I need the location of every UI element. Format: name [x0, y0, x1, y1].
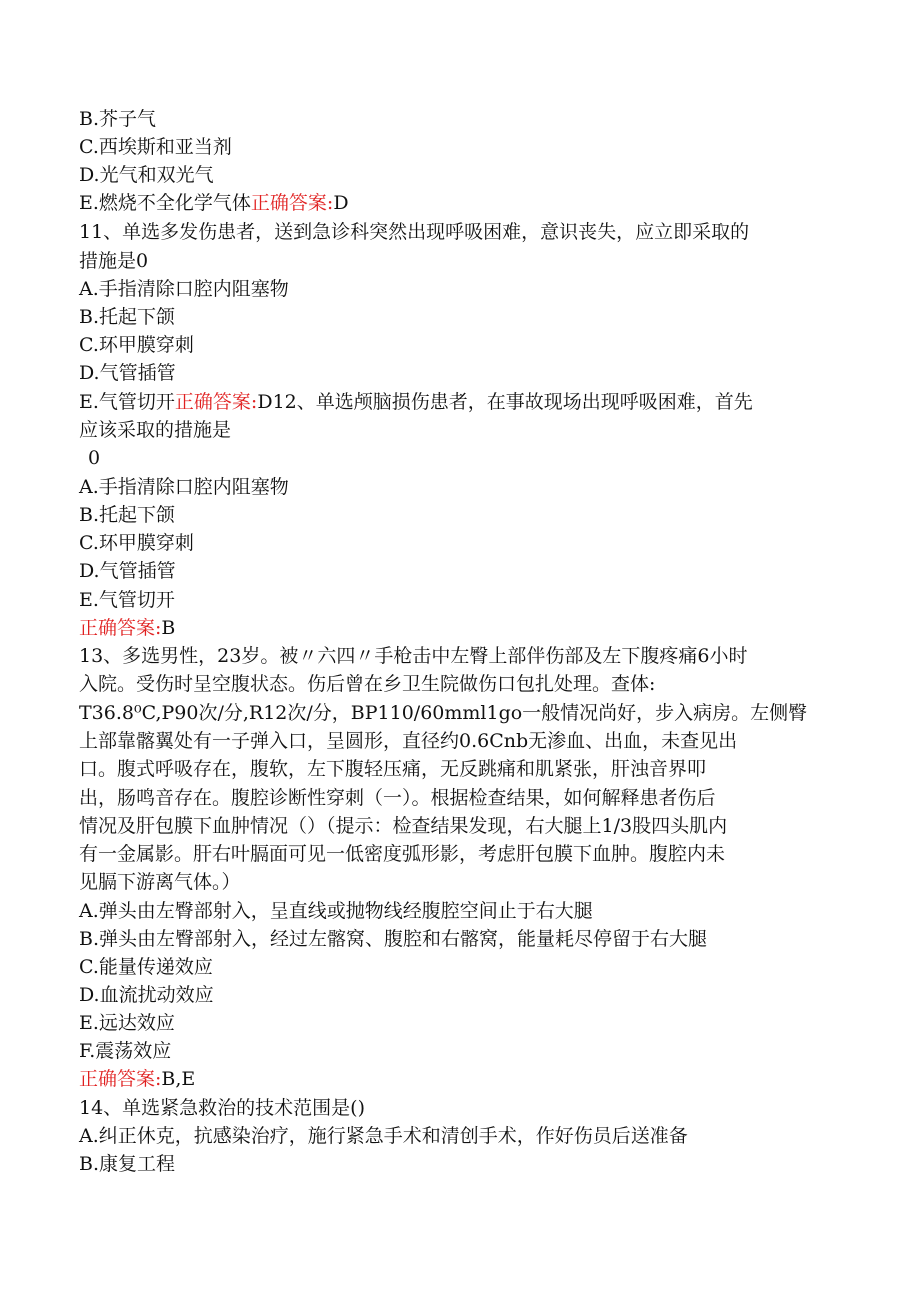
- q13-option-e: E.远达效应: [79, 1012, 175, 1034]
- q12-option-a: A.手指清除口腔内阻塞物: [79, 476, 289, 498]
- q12-stem-line-2: 应该采取的措施是: [79, 419, 232, 441]
- q11-stem-line-2: 措施是0: [79, 250, 149, 272]
- q11-option-e: E.气管切开: [79, 391, 175, 413]
- q10-option-d: D.光气和双光气: [79, 164, 214, 186]
- q13-answer-label: 正确答案:: [79, 1068, 162, 1090]
- q12-option-b: B.托起下颌: [79, 504, 176, 526]
- q11-option-d: D.气管插管: [79, 362, 176, 384]
- q11-stem-line-1: 11、单选多发伤患者，送到急诊科突然出现呼吸困难，意识丧失，应立即采取的: [79, 221, 750, 243]
- q10-answer-value: D: [333, 192, 349, 214]
- q11-option-e-line: [79, 389, 753, 415]
- q13-option-d: D.血流扰动效应: [79, 984, 214, 1006]
- q12-answer-value: B: [161, 617, 176, 639]
- q13-option-a: A.弹头由左臀部射入，呈直线或抛物线经腹腔空间止于右大腿: [79, 900, 593, 922]
- q13-stem-line-6: 出，肠鸣音存在。腹腔诊断性穿刺（一）。根据检查结果，如何解释患者伤后: [79, 787, 716, 809]
- q11-option-b: B.托起下颌: [79, 306, 176, 328]
- q11-answer-value: D: [257, 391, 273, 413]
- q12-stem-line-3: 0: [88, 447, 101, 469]
- q13-option-f: F.震荡效应: [79, 1040, 172, 1062]
- q10-option-b: B.芥子气: [79, 108, 157, 130]
- q10-option-e: E.燃烧不全化学气体: [79, 192, 251, 214]
- q14-option-a: A.纠正休克，抗感染治疗，施行紧急手术和清创手术，作好伤员后送准备: [79, 1125, 688, 1147]
- q12-option-c: C.环甲膜穿刺: [79, 532, 194, 554]
- q13-stem-line-2: 入院。受伤时呈空腹状态。伤后曾在乡卫生院做伤口包扎处理。查体:: [79, 673, 656, 695]
- q13-stem-line-8: 有一金属影。肝右叶膈面可见一低密度弧形影，考虑肝包膜下血肿。腹腔内未: [79, 843, 726, 865]
- q13-answer-line: [79, 1066, 195, 1092]
- q12-option-e: E.气管切开: [79, 589, 175, 611]
- q13-answer-value: B,E: [161, 1068, 196, 1090]
- q10-option-c: C.西埃斯和亚当剂: [79, 136, 232, 158]
- q12-stem-line-1: 12、单选颅脑损伤患者，在事故现场出现呼吸困难，首先: [272, 391, 753, 413]
- q12-option-d: D.气管插管: [79, 560, 176, 582]
- q10-answer-label: 正确答案:: [250, 192, 334, 214]
- q13-stem-line-5: 口。腹式呼吸存在，腹软，左下腹轻压痛，无反跳痛和肌紧张，肝浊音界叩: [79, 758, 707, 780]
- q13-stem-line-1: 13、多选男性，23岁。被〃六四〃手枪击中左臀上部伴伤部及左下腹疼痛6小时: [79, 645, 748, 667]
- q13-stem-line-3: T36.8⁰C,P90次/分,R12次/分，BP110/60mml1go一般情况尚好，步入病房。左侧臀: [79, 702, 808, 724]
- q14-stem: 14、单选紧急救治的技术范围是(): [79, 1097, 366, 1119]
- q12-answer-label: 正确答案:: [79, 617, 162, 639]
- q10-option-e-line: [79, 190, 349, 216]
- q13-option-b: B.弹头由左臀部射入，经过左髂窝、腹腔和右髂窝，能量耗尽停留于右大腿: [79, 928, 708, 950]
- q13-stem-line-7: 情况及肝包膜下血肿情况（）（提示：检查结果发现，右大腿上1/3股四头肌内: [79, 815, 728, 837]
- q13-option-c: C.能量传递效应: [79, 956, 213, 978]
- q12-answer-line: [79, 615, 175, 641]
- q14-option-b: B.康复工程: [79, 1153, 176, 1175]
- q11-option-c: C.环甲膜穿刺: [79, 334, 194, 356]
- q11-answer-label: 正确答案:: [174, 391, 258, 413]
- q11-option-a: A.手指清除口腔内阻塞物: [79, 278, 289, 300]
- q13-stem-line-4: 上部靠髂翼处有一子弹入口，呈圆形，直径约0.6Cnb无渗血、出血，未查见出: [79, 730, 738, 752]
- q13-stem-line-9: 见膈下游离气体。）: [79, 871, 241, 893]
